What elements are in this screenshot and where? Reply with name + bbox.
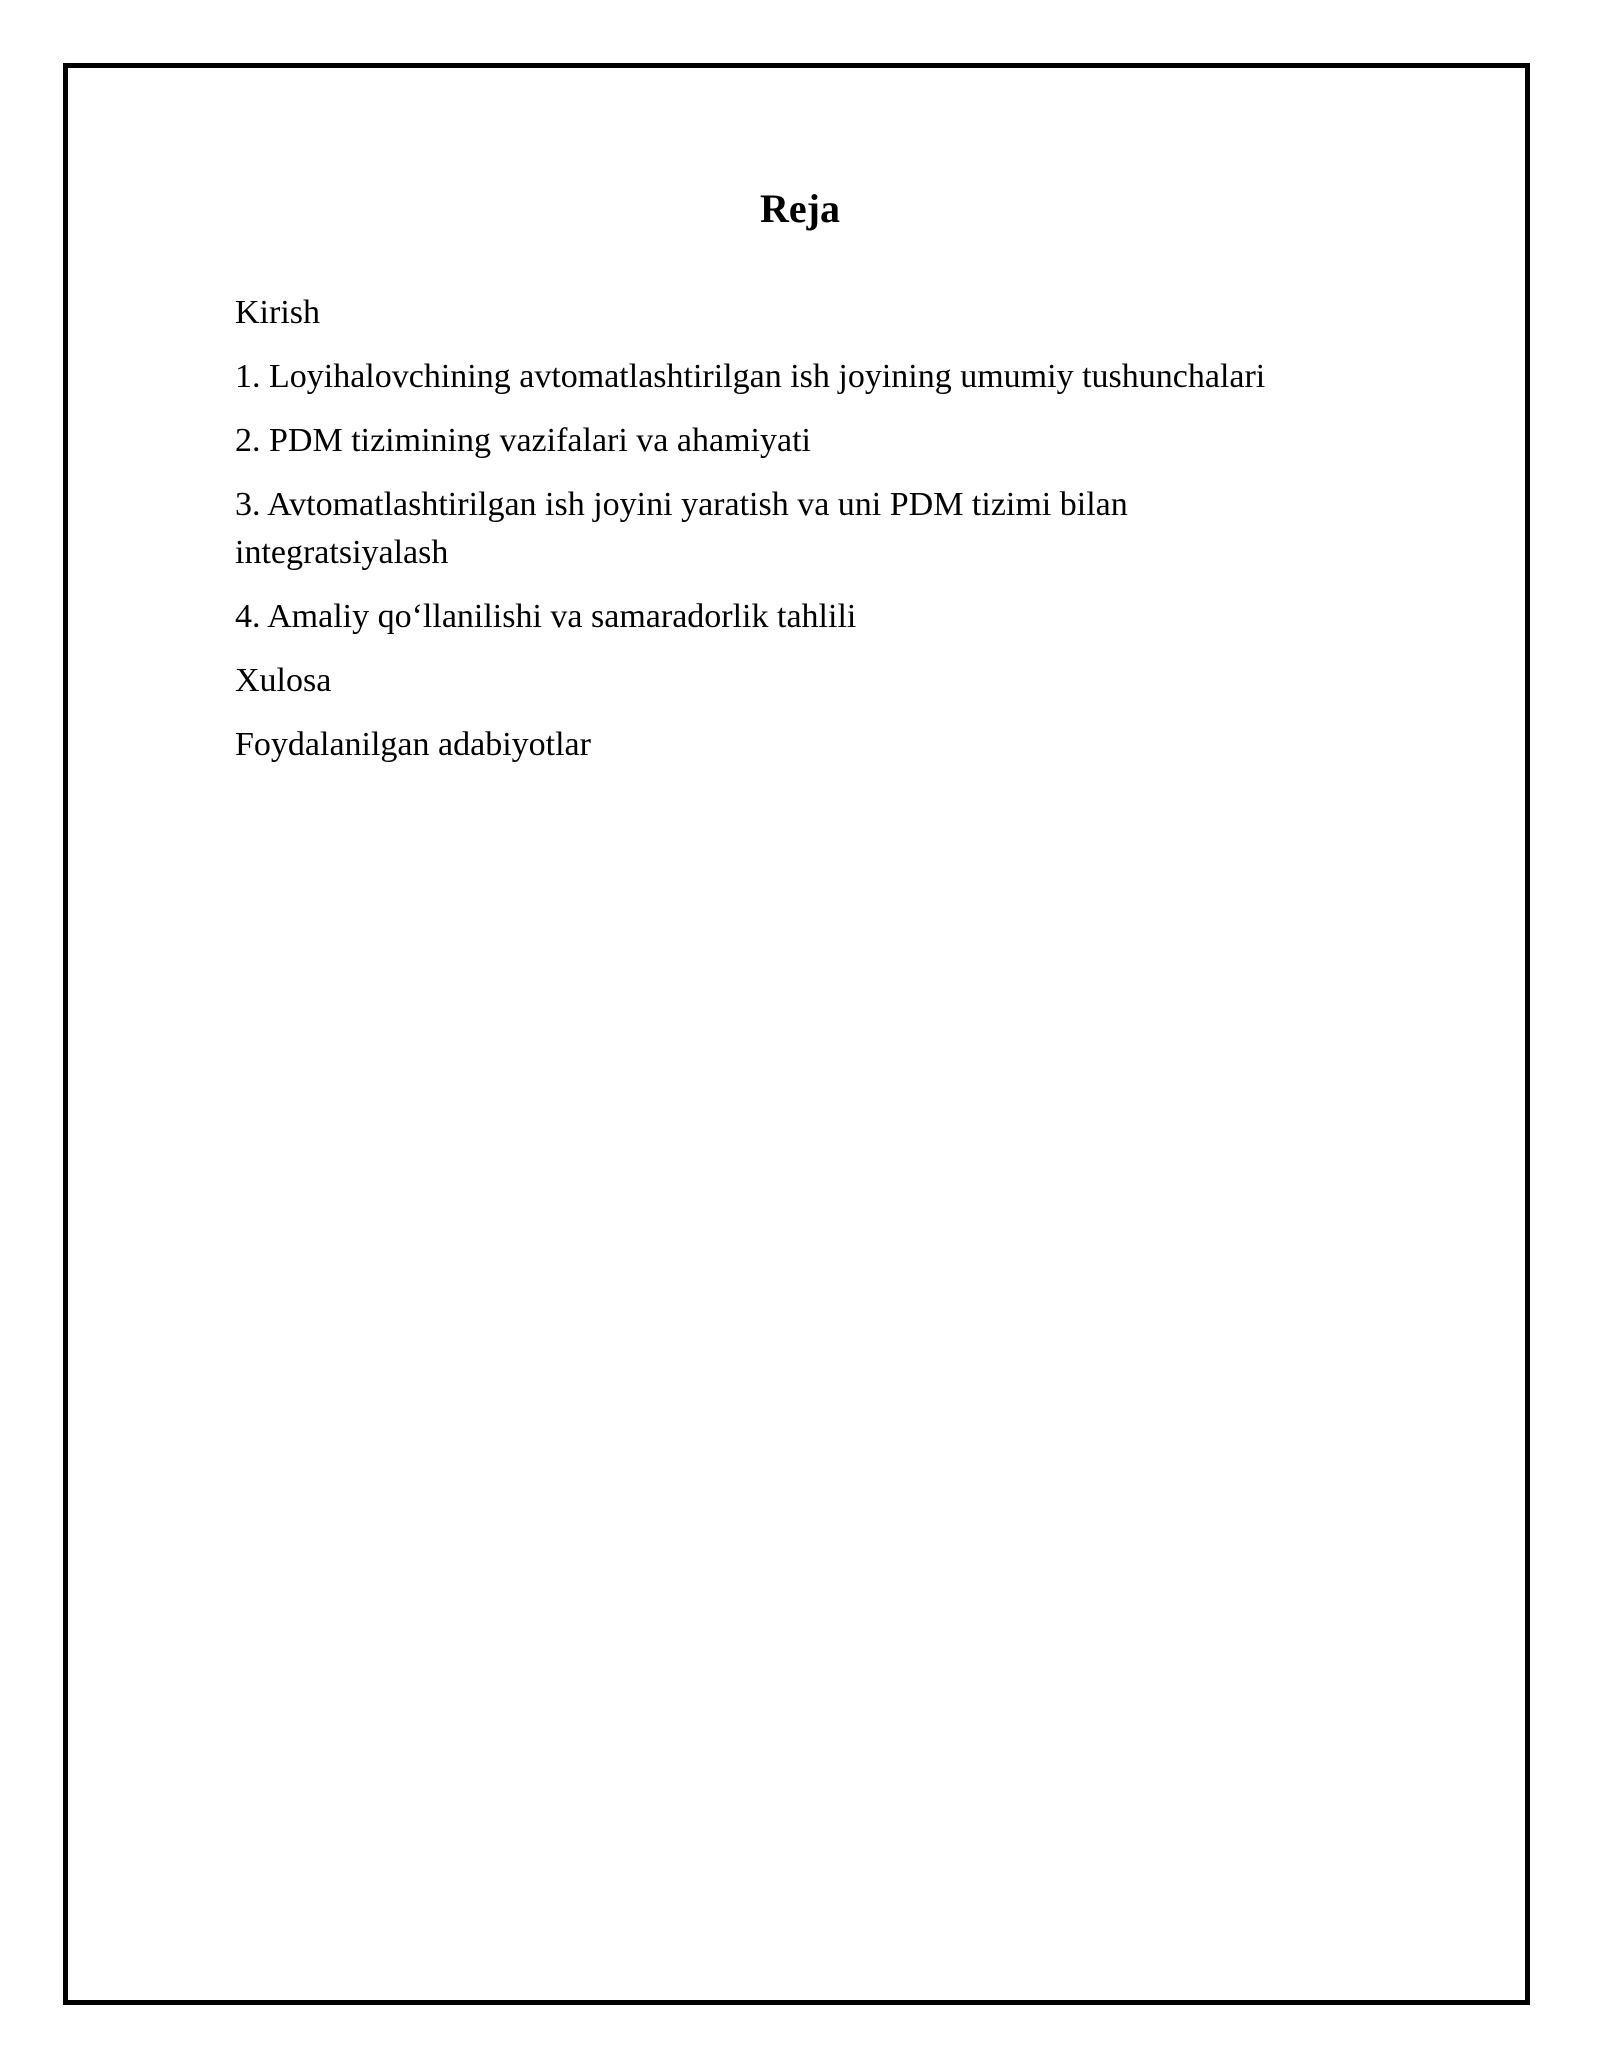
toc-item-references: Foydalanilgan adabiyotlar	[235, 726, 591, 763]
toc-item-section-4: 4. Amaliy qo‘llanilishi va samaradorlik tahlili	[235, 598, 857, 635]
toc-item-conclusion: Xulosa	[235, 662, 332, 699]
toc-item-section-3: 3. Avtomatlashtirilgan ish joyini yaratish va uni PDM tizimi bilan integratsiyalash	[235, 486, 1128, 571]
toc-item-section-1: 1. Loyihalovchining avtomatlashtirilgan ish joyining umumiy tushunchalari	[235, 358, 1266, 395]
table-of-contents	[235, 289, 1365, 785]
toc-item-section-2: 2. PDM tizimining vazifalari va ahamiyati	[235, 422, 811, 459]
page-title: Reja	[760, 186, 840, 231]
toc-item-introduction: Kirish	[235, 294, 320, 331]
